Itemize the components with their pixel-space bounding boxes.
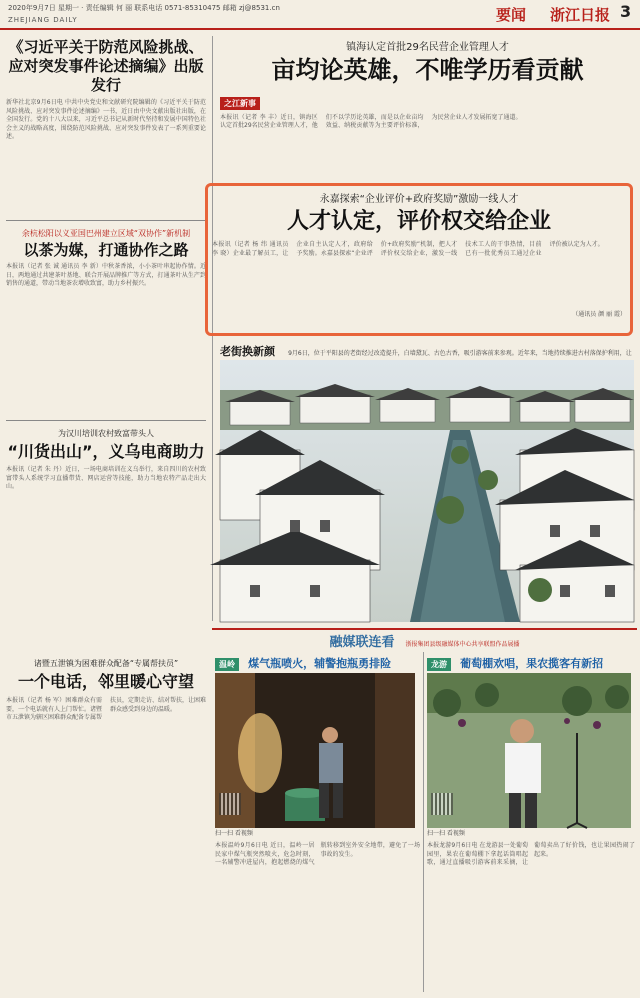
article-yiwu-ecommerce bbox=[6, 428, 206, 628]
article-kicker: 余杭松阳以义亚国巴州建立区域“双协作”新机制 bbox=[21, 229, 191, 238]
media-strip-title: 融媒联连看 bbox=[329, 635, 395, 650]
article-body: 本报讯（记者 朱 丹）近日，一场电商培训在义乌举行，来自四川的农村致富带头人系统学习直播带货、网店运营等技能，助力当地农特产品走出大山。 bbox=[6, 466, 206, 491]
masthead-english-name: ZHEJIANG DAILY bbox=[8, 16, 78, 24]
article-kicker: 镇海认定首批29名民营企业管理人才 bbox=[346, 42, 509, 53]
article-body: 新华社北京9月6日电 中共中央党史和文献研究院编辑的《习近平关于防范风险挑战、应对突发事件论述摘编》一书，近日由中央文献出版社出版，在全国发行。党的十八大以来，习近平总书记从新时代坚持和发展中国特色社会主义的战略高度，围绕防范风险挑战、应对突发事件发表了一系列重要论述。 bbox=[6, 99, 206, 140]
divider bbox=[6, 420, 206, 421]
article-wenling-police bbox=[215, 652, 420, 997]
wenling-illustration bbox=[215, 673, 415, 828]
article-kicker: 永嘉探索“企业评价+政府奖励”激励一线人才 bbox=[319, 194, 519, 205]
wenling-photo bbox=[215, 673, 415, 828]
article-tea-cooperation bbox=[6, 228, 206, 398]
article-title: 亩均论英雄，不唯学历看贡献 bbox=[271, 56, 584, 84]
article-body: 本报龙游9月6日电 在龙游县一处葡萄园里，果农在葡萄棚下拿起话筒唱起歌，通过直播吸引游客前来采摘，让葡萄卖出了好价钱，也让果园热闹了起来。 bbox=[427, 842, 635, 866]
paper-name: 浙江日报 bbox=[550, 6, 611, 24]
article-kicker: 诸暨五泄镇为困难群众配备“专属帮扶员” bbox=[33, 659, 179, 668]
article-zhenhai-talent bbox=[220, 38, 635, 178]
article-body: 本报温岭9月6日电 近日，温岭一居民家中煤气瓶突然喷火，危急时刻，一名辅警冲进屋内，抱起燃烧的煤气瓶转移到室外安全地带，避免了一场事故的发生。 bbox=[215, 842, 420, 866]
article-body: 本报讯（记者 李 丰）近日，镇海区认定首批29名民营企业管理人才，他们不以学历论英雄，而是以企业亩均效益、纳税贡献等为主要评价标准，为民营企业人才发展拓宽了通道。 bbox=[220, 113, 522, 130]
article-credit: （通讯员 颜 丽 霞） bbox=[572, 311, 626, 319]
article-book-release bbox=[6, 38, 206, 148]
article-title: 以茶为媒，打通协作之路 bbox=[23, 241, 189, 259]
photo-caption: 扫一扫 看视频 bbox=[215, 830, 253, 837]
longyou-illustration bbox=[427, 673, 631, 828]
section-name: 要闻 bbox=[496, 6, 527, 24]
article-body: 本报讯（记者 杨 军）困难群众有需要，一个电话就有人上门帮忙。诸暨市五泄镇为辖区困难群众配备专属帮扶员，定期走访、结对帮扶，让困难群众感受到身边的温暖。 bbox=[6, 697, 207, 722]
strip-top-rule bbox=[212, 628, 637, 630]
article-yongjia-talent bbox=[212, 190, 626, 330]
article-title: 一个电话，邻里暖心守望 bbox=[17, 672, 194, 691]
media-strip-subtitle: 浙报集团县级融媒体中心共享联盟作品展播 bbox=[405, 641, 520, 648]
article-title: 《习近平关于防范风险挑战、应对突发事件论述摘编》出版发行 bbox=[8, 38, 204, 94]
column-tag: 之江新事 bbox=[220, 97, 260, 110]
article-title: “川货出山”，义乌电商助力 bbox=[7, 442, 205, 461]
article-title: 葡萄棚欢唱，果农揽客有新招 bbox=[460, 657, 604, 670]
column-rule bbox=[423, 652, 424, 992]
article-zhuji-helpers bbox=[6, 658, 206, 993]
photo-story-header bbox=[220, 340, 635, 360]
region-badge: 龙游 bbox=[427, 658, 451, 671]
masthead-date: 2020年9月7日 星期一 · 责任编辑 何 丽 联系电话 0571-85310475 邮箱 zj@8531.cn bbox=[8, 4, 280, 12]
article-title: 煤气瓶喷火，辅警抱瓶勇排险 bbox=[248, 657, 392, 670]
photo-story-title: 老街换新颜 bbox=[220, 345, 275, 358]
old-street-photo bbox=[220, 360, 634, 622]
article-body: 本报讯（记者 杨 纬 通讯员 李 晓）企业最了解员工，让企业自主认定人才，政府给予奖励。永嘉县探索“企业评价+政府奖励”机制，把人才评价权交给企业，激发一线技术工人的干事热情，目前已有一批优秀员工通过企业评价被认定为人才。 bbox=[212, 241, 604, 257]
longyou-photo bbox=[427, 673, 631, 828]
article-kicker: 为汉川培训农村致富带头人 bbox=[58, 429, 154, 438]
media-strip-header bbox=[212, 631, 637, 651]
region-badge: 温岭 bbox=[215, 658, 239, 671]
page-number: 3 bbox=[620, 2, 632, 21]
masthead bbox=[0, 0, 640, 30]
photo-caption: 扫一扫 看视频 bbox=[427, 830, 465, 837]
divider bbox=[6, 220, 206, 221]
qr-code bbox=[431, 793, 453, 815]
article-body: 本报讯（记者 张 诚 通讯员 李 新）中秋茶香浓，小小茶叶串起协作情。近日，两地通过共建茶叶基地、联合开展品牌推广等方式，打通茶叶从生产到销售的通道，带动当地茶农增收致富，助力乡村振兴。 bbox=[6, 263, 206, 287]
photo-story-caption: 9月6日，位于平阳县的老街经过改造提升，白墙黛瓦、古色古香，吸引游客前来参观。近年来，当地持续推进古村落保护利用，让 bbox=[288, 350, 632, 357]
qr-code bbox=[219, 793, 241, 815]
article-longyou-grapes bbox=[427, 652, 635, 997]
old-street-illustration bbox=[220, 360, 634, 622]
article-title: 人才认定，评价权交给企业 bbox=[286, 209, 551, 234]
